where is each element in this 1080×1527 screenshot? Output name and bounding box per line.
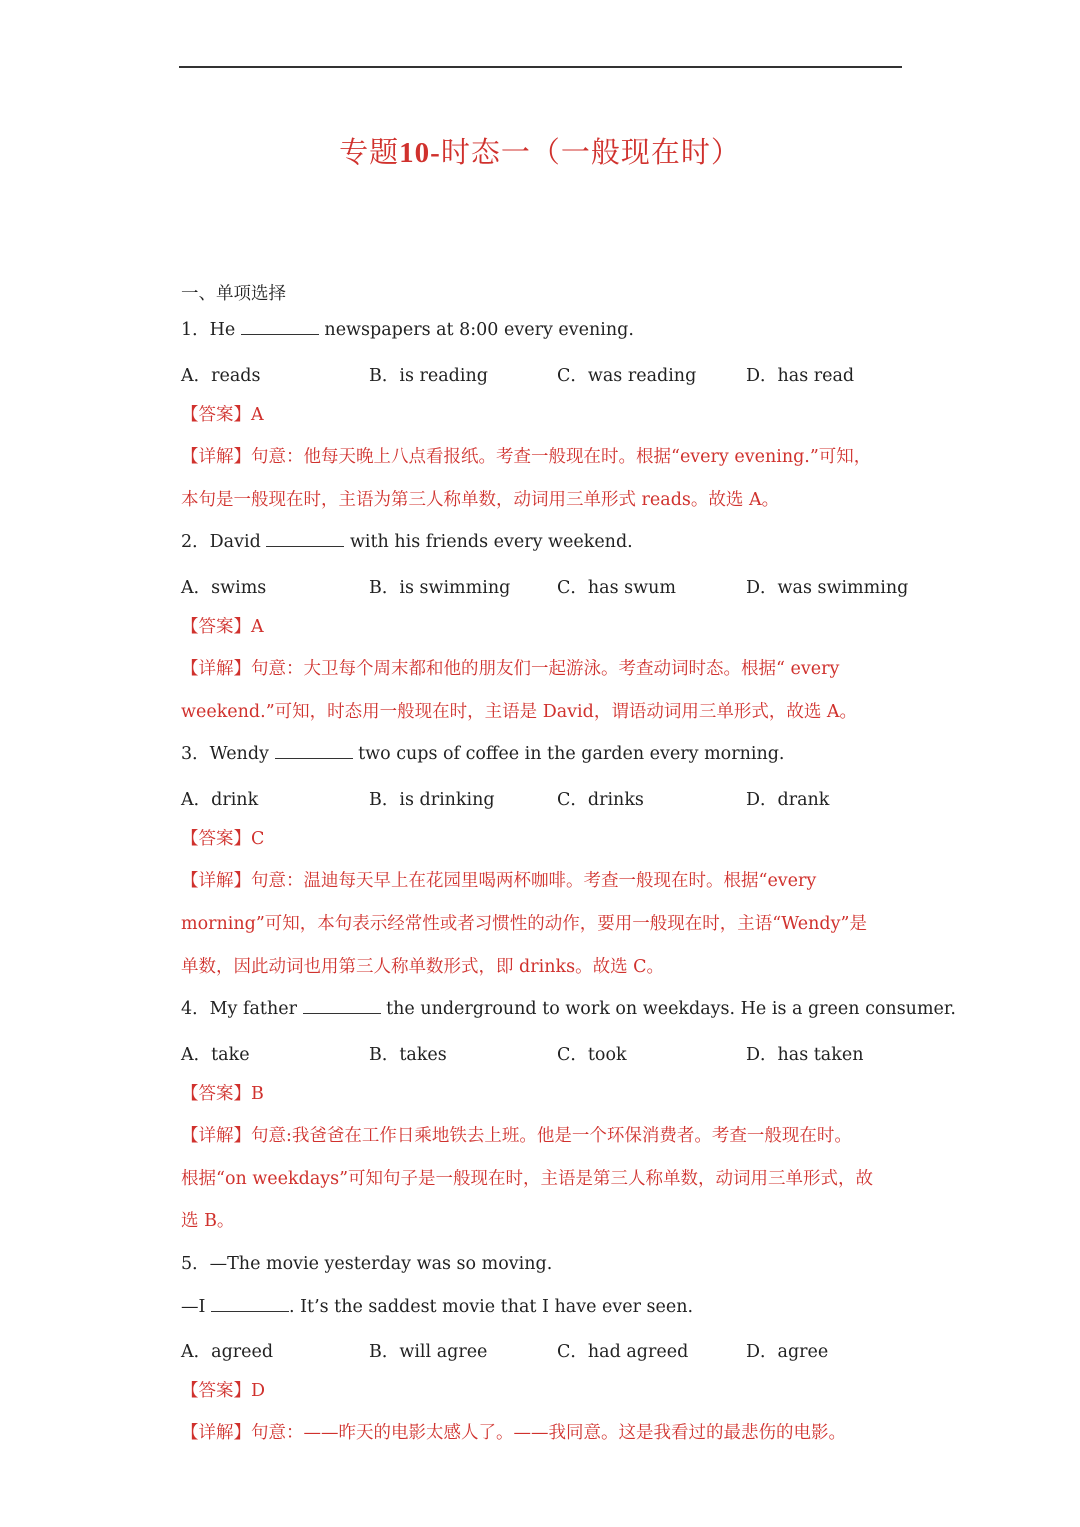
q4-answer: 【答案】B xyxy=(181,1084,264,1104)
q4-explanation-line-2: 根据“on weekdays”可知句子是一般现在时，主语是第三人称单数，动词用三单形式，故 xyxy=(181,1169,874,1189)
question-3-stem: 3．Wendy two cups of coffee in the garden every morning. xyxy=(181,744,785,764)
q2-answer: 【答案】A xyxy=(181,617,264,637)
q5-option-a: A．agreed xyxy=(181,1342,274,1362)
q2-option-d: D．was swimming xyxy=(746,578,909,598)
q4-explanation-line-3: 选 B。 xyxy=(181,1211,235,1231)
answer-blank xyxy=(241,320,319,335)
q5-option-c: C．had agreed xyxy=(557,1342,689,1362)
q1-option-a: A．reads xyxy=(181,366,261,386)
q4-option-d: D．has taken xyxy=(746,1045,864,1065)
answer-blank xyxy=(303,999,381,1014)
q2-explanation-line-1: 【详解】句意：大卫每个周末都和他的朋友们一起游泳。考查动词时态。根据“ every xyxy=(181,659,840,679)
q2-explanation-line-2: weekend.”可知，时态用一般现在时，主语是 David，谓语动词用三单形式，故选 A。 xyxy=(181,702,858,722)
q1-answer: 【答案】A xyxy=(181,405,264,425)
question-4-stem: 4．My father the underground to work on weekdays. He is a green consumer. xyxy=(181,999,956,1019)
q2-option-c: C．has swum xyxy=(557,578,676,598)
q1-explanation-line-2: 本句是一般现在时，主语为第三人称单数，动词用三单形式 reads。故选 A。 xyxy=(181,490,780,510)
q3-explanation-line-1: 【详解】句意：温迪每天早上在花园里喝两杯咖啡。考查一般现在时。根据“every xyxy=(181,871,817,891)
q1-option-c: C．was reading xyxy=(557,366,697,386)
question-2-stem: 2．David with his friends every weekend. xyxy=(181,532,633,552)
answer-blank xyxy=(266,532,344,547)
q3-option-a: A．drink xyxy=(181,790,259,810)
section-heading: 一、单项选择 xyxy=(181,284,286,304)
q4-explanation-line-1: 【详解】句意:我爸爸在工作日乘地铁去上班。他是一个环保消费者。考查一般现在时。 xyxy=(181,1126,852,1146)
q4-option-a: A．take xyxy=(181,1045,250,1065)
q3-answer: 【答案】C xyxy=(181,829,265,849)
q3-explanation-line-2: morning”可知，本句表示经常性或者习惯性的动作，要用一般现在时，主语“Wendy”是 xyxy=(181,914,867,934)
question-5-reply: —I . It’s the saddest movie that I have ever seen. xyxy=(181,1297,694,1317)
q3-option-d: D．drank xyxy=(746,790,830,810)
q5-answer: 【答案】D xyxy=(181,1381,266,1401)
q5-explanation-line-1: 【详解】句意：——昨天的电影太感人了。——我同意。这是我看过的最悲伤的电影。 xyxy=(181,1423,846,1443)
q2-option-a: A．swims xyxy=(181,578,267,598)
q1-option-d: D．has read xyxy=(746,366,855,386)
q3-option-c: C．drinks xyxy=(557,790,644,810)
q1-explanation-line-1: 【详解】句意：他每天晚上八点看报纸。考查一般现在时。根据“every evening.”可知， xyxy=(181,447,872,467)
question-1-stem: 1．He newspapers at 8:00 every evening. xyxy=(181,320,634,340)
q4-option-b: B．takes xyxy=(369,1045,447,1065)
q4-option-c: C．took xyxy=(557,1045,627,1065)
header-rule xyxy=(179,66,902,68)
q2-option-b: B．is swimming xyxy=(369,578,511,598)
q3-option-b: B．is drinking xyxy=(369,790,495,810)
q5-option-d: D．agree xyxy=(746,1342,829,1362)
q5-option-b: B．will agree xyxy=(369,1342,488,1362)
q1-option-b: B．is reading xyxy=(369,366,488,386)
answer-blank xyxy=(211,1297,289,1312)
answer-blank xyxy=(275,744,353,759)
q3-explanation-line-3: 单数，因此动词也用第三人称单数形式，即 drinks。故选 C。 xyxy=(181,957,665,977)
page-title: 专题10-时态一（一般现在时） xyxy=(339,135,741,169)
question-5-stem: 5．—The movie yesterday was so moving. xyxy=(181,1254,553,1274)
